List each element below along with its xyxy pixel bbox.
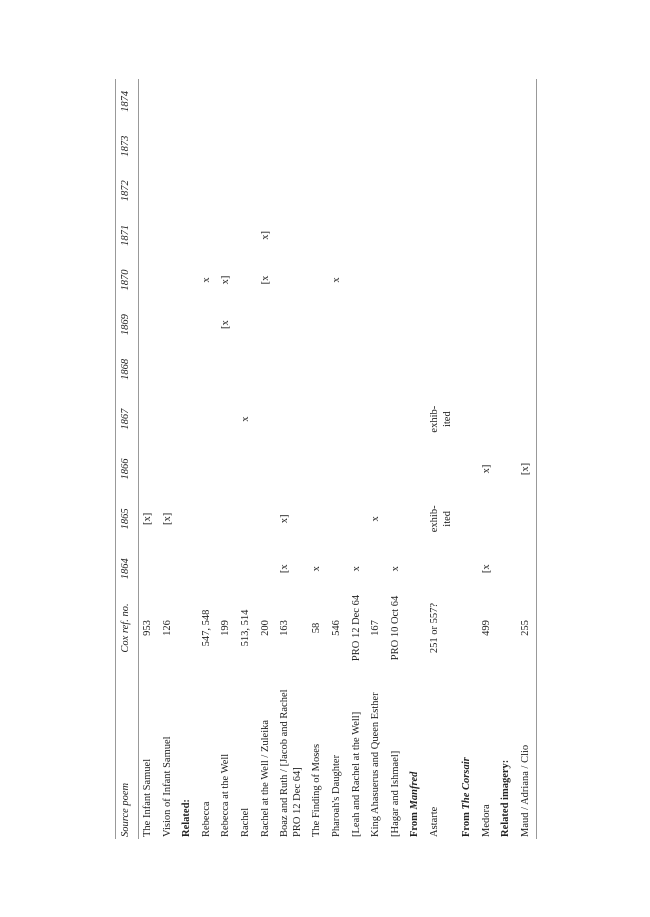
year-cell-1865: [x] (142, 512, 154, 525)
source-poem-cell: [Hagar and Ishmael] (389, 750, 401, 837)
cox-ref-cell: 546 (331, 619, 343, 636)
year-cell-1864 (516, 546, 536, 591)
year-cell-1868 (276, 346, 308, 391)
col-year-1874: 1874 (116, 79, 139, 124)
year-cell-1871 (426, 213, 458, 258)
year-cell-1874 (386, 79, 406, 124)
year-cell-1867 (516, 391, 536, 446)
year-cell-1868 (367, 346, 387, 391)
year-cell-1866: [x] (516, 446, 536, 491)
table-row (386, 79, 406, 839)
year-cell-1865 (217, 491, 237, 546)
year-cell-1872 (367, 168, 387, 213)
source-poem-cell: Maud / Adriana / Clio (516, 665, 536, 839)
cox-ref-cell: PRO 12 Dec 64 (350, 594, 362, 661)
year-cell-1864 (158, 546, 178, 591)
year-cell-1864 (138, 546, 158, 591)
year-cell-1867 (386, 391, 406, 446)
cox-ref-cell: 499 (480, 619, 492, 636)
year-cell-1864: x (350, 565, 362, 571)
year-cell-1869: [x (220, 319, 232, 329)
source-poem-cell: Rachel at the Well / Zuleika (259, 719, 271, 837)
year-cell-1869 (367, 302, 387, 347)
year-cell-1870 (386, 257, 406, 302)
year-cell-1865 (237, 491, 257, 546)
year-cell-1874 (276, 79, 308, 124)
year-cell-1871 (217, 213, 237, 258)
year-cell-1871 (138, 213, 158, 258)
year-cell-1871 (516, 213, 536, 258)
year-cell-1869 (328, 302, 348, 347)
col-year-1868: 1868 (116, 346, 139, 391)
year-cell-1864 (237, 546, 257, 591)
col-year-1864: 1864 (116, 546, 139, 591)
year-cell-1872 (516, 168, 536, 213)
year-cell-1868 (217, 346, 237, 391)
year-cell-1874 (158, 79, 178, 124)
year-cell-1869 (276, 302, 308, 347)
cox-ref-cell: 251 or 557? (429, 602, 440, 653)
year-cell-1867 (276, 391, 308, 446)
year-cell-1874 (138, 79, 158, 124)
year-cell-1867 (197, 391, 217, 446)
rotated-page (115, 79, 535, 839)
col-year-1871: 1871 (116, 213, 139, 258)
year-cell-1867 (138, 391, 158, 446)
year-cell-1873 (308, 123, 328, 168)
year-cell-1873 (276, 123, 308, 168)
year-cell-1872 (276, 168, 308, 213)
year-cell-1868 (426, 346, 458, 391)
section-label-title: Manfred (409, 771, 421, 809)
year-cell-1871 (197, 213, 217, 258)
year-cell-1870 (426, 257, 458, 302)
year-cell-1866 (197, 446, 217, 491)
year-cell-1868 (516, 346, 536, 391)
cox-ref-cell: 58 (311, 622, 323, 633)
table-row (328, 79, 348, 839)
year-cell-1865 (386, 491, 406, 546)
section-label: Related imagery: (500, 759, 512, 837)
year-cell-1871 (158, 213, 178, 258)
year-cell-1868 (256, 346, 276, 391)
year-cell-1874 (217, 79, 237, 124)
year-cell-1873 (516, 123, 536, 168)
year-cell-1868 (197, 346, 217, 391)
cox-ref-cell: 199 (220, 619, 232, 636)
year-cell-1874 (237, 79, 257, 124)
cox-ref-cell: 200 (259, 619, 271, 636)
year-cell-1868 (158, 346, 178, 391)
year-cell-1868 (386, 346, 406, 391)
source-poem-cell: Pharoah's Daughter (331, 754, 343, 837)
year-cell-1867 (308, 391, 328, 446)
year-cell-1871 (237, 213, 257, 258)
year-cell-1869 (308, 302, 328, 347)
section-label (406, 79, 426, 839)
year-cell-1870 (347, 257, 367, 302)
year-cell-1872 (328, 168, 348, 213)
year-cell-1868 (477, 346, 497, 391)
col-source-poem: Source poem (116, 665, 139, 839)
year-cell-1868 (328, 346, 348, 391)
year-cell-1870 (308, 257, 328, 302)
year-cell-1866 (347, 446, 367, 491)
year-cell-1871 (328, 213, 348, 258)
year-cell-1865: exhib- ited (429, 504, 453, 532)
year-cell-1866 (158, 446, 178, 491)
year-cell-1872 (386, 168, 406, 213)
year-cell-1869 (138, 302, 158, 347)
year-cell-1869 (386, 302, 406, 347)
table-row (237, 79, 257, 839)
year-cell-1869 (158, 302, 178, 347)
cox-ref-cell: 255 (516, 591, 536, 665)
year-cell-1872 (197, 168, 217, 213)
year-cell-1865 (308, 491, 328, 546)
year-cell-1873 (386, 123, 406, 168)
table-body (138, 79, 536, 839)
year-cell-1867 (256, 391, 276, 446)
year-cell-1873 (217, 123, 237, 168)
exhibition-table (115, 79, 537, 839)
year-cell-1865: x] (279, 513, 291, 523)
year-cell-1870 (516, 257, 536, 302)
source-poem-cell: Vision of Infant Samuel (161, 735, 173, 837)
year-cell-1871 (308, 213, 328, 258)
year-cell-1873 (256, 123, 276, 168)
year-cell-1869 (477, 302, 497, 347)
year-cell-1871 (367, 213, 387, 258)
year-cell-1866 (426, 446, 458, 491)
year-cell-1865 (516, 491, 536, 546)
section-row (497, 79, 517, 839)
source-poem-cell: King Ahasuerus and Queen Esther (370, 691, 382, 837)
col-cox-ref: Cox ref. no. (116, 591, 139, 665)
year-cell-1872 (158, 168, 178, 213)
source-poem-cell: Astarte (429, 806, 440, 837)
source-poem-cell: The Infant Samuel (142, 758, 154, 837)
col-year-1870: 1870 (116, 257, 139, 302)
year-cell-1869 (197, 302, 217, 347)
year-cell-1873 (347, 123, 367, 168)
section-label: Related: (181, 798, 193, 837)
year-cell-1872 (138, 168, 158, 213)
source-poem-cell: Boaz and Ruth / [Jacob and Rachel PRO 12 Dec 64] (279, 688, 303, 837)
col-year-1872: 1872 (116, 168, 139, 213)
year-cell-1869 (237, 302, 257, 347)
year-cell-1866 (138, 446, 158, 491)
section-row (458, 79, 478, 839)
year-cell-1870 (158, 257, 178, 302)
year-cell-1874 (516, 79, 536, 124)
table-row (477, 79, 497, 839)
cox-ref-cell: 126 (161, 619, 173, 636)
year-cell-1867 (328, 391, 348, 446)
year-cell-1869 (347, 302, 367, 347)
year-cell-1864 (367, 546, 387, 591)
year-cell-1864: x (389, 565, 401, 571)
cox-ref-cell: 163 (279, 619, 291, 636)
table-row (347, 79, 367, 839)
source-poem-cell: Medora (480, 803, 492, 837)
year-cell-1873 (328, 123, 348, 168)
year-cell-1866: x] (480, 464, 492, 473)
cox-ref-cell: PRO 10 Oct 64 (389, 595, 401, 660)
year-cell-1874 (426, 79, 458, 124)
year-cell-1868 (237, 346, 257, 391)
year-cell-1868 (347, 346, 367, 391)
year-cell-1867 (158, 391, 178, 446)
year-cell-1874 (256, 79, 276, 124)
year-cell-1864 (256, 546, 276, 591)
year-cell-1867 (347, 391, 367, 446)
year-cell-1866 (328, 446, 348, 491)
section-label-prefix: From (461, 808, 473, 837)
year-cell-1874 (477, 79, 497, 124)
year-cell-1873 (367, 123, 387, 168)
table-row (308, 79, 328, 839)
header-row (116, 79, 139, 839)
year-cell-1873 (426, 123, 458, 168)
year-cell-1870 (138, 257, 158, 302)
year-cell-1871 (477, 213, 497, 258)
section-row (178, 79, 198, 839)
year-cell-1874 (367, 79, 387, 124)
year-cell-1868 (308, 346, 328, 391)
year-cell-1867 (217, 391, 237, 446)
year-cell-1867: exhib- ited (429, 405, 453, 433)
table-row (158, 79, 178, 839)
table-row (197, 79, 217, 839)
source-poem-cell: The Finding of Moses (311, 743, 323, 837)
year-cell-1871 (386, 213, 406, 258)
col-year-1869: 1869 (116, 302, 139, 347)
year-cell-1864 (426, 546, 458, 591)
year-cell-1865 (197, 491, 217, 546)
year-cell-1873 (158, 123, 178, 168)
col-year-1873: 1873 (116, 123, 139, 168)
year-cell-1864: [x (279, 563, 291, 573)
year-cell-1864 (328, 546, 348, 591)
cox-ref-cell: 953 (142, 619, 154, 636)
year-cell-1866 (276, 446, 308, 491)
year-cell-1872 (308, 168, 328, 213)
section-label (458, 79, 478, 839)
year-cell-1873 (477, 123, 497, 168)
cox-ref-cell: 513, 514 (240, 609, 252, 646)
year-cell-1870 (367, 257, 387, 302)
year-cell-1867 (367, 391, 387, 446)
year-cell-1865: x (370, 515, 382, 521)
source-poem-cell: Rebecca at the Well (220, 753, 232, 837)
year-cell-1870 (276, 257, 308, 302)
year-cell-1865 (347, 491, 367, 546)
section-row (406, 79, 426, 839)
table-row (217, 79, 237, 839)
year-cell-1870 (477, 257, 497, 302)
col-year-1866: 1866 (116, 446, 139, 491)
year-cell-1867 (477, 391, 497, 446)
year-cell-1874 (347, 79, 367, 124)
year-cell-1865 (256, 491, 276, 546)
table-row (367, 79, 387, 839)
year-cell-1870 (237, 257, 257, 302)
year-cell-1874 (328, 79, 348, 124)
year-cell-1870: x (200, 276, 212, 283)
year-cell-1864 (197, 546, 217, 591)
year-cell-1869 (516, 302, 536, 347)
source-poem-cell: Rebecca (200, 800, 212, 837)
source-poem-cell: [Leah and Rachel at the Well] (350, 711, 362, 837)
year-cell-1864 (217, 546, 237, 591)
year-cell-1872 (347, 168, 367, 213)
year-cell-1864: [x (480, 563, 492, 573)
section-label-prefix: From (409, 808, 421, 837)
year-cell-1872 (477, 168, 497, 213)
year-cell-1869 (426, 302, 458, 347)
year-cell-1865 (328, 491, 348, 546)
year-cell-1866 (237, 446, 257, 491)
year-cell-1870: x (331, 276, 343, 283)
table-row (516, 79, 536, 839)
year-cell-1870: x] (220, 275, 232, 284)
year-cell-1866 (308, 446, 328, 491)
year-cell-1865 (477, 491, 497, 546)
year-cell-1866 (386, 446, 406, 491)
year-cell-1874 (197, 79, 217, 124)
year-cell-1871: x] (259, 230, 271, 240)
year-cell-1871 (347, 213, 367, 258)
table-row (138, 79, 158, 839)
year-cell-1870: [x (259, 275, 271, 284)
col-year-1867: 1867 (116, 391, 139, 446)
year-cell-1873 (197, 123, 217, 168)
year-cell-1873 (237, 123, 257, 168)
table-row (256, 79, 276, 839)
col-year-1865: 1865 (116, 491, 139, 546)
year-cell-1866 (367, 446, 387, 491)
source-poem-cell: Rachel (240, 807, 252, 837)
year-cell-1868 (138, 346, 158, 391)
table-row (426, 79, 458, 839)
year-cell-1865: [x] (161, 512, 173, 525)
year-cell-1872 (237, 168, 257, 213)
year-cell-1872 (426, 168, 458, 213)
year-cell-1864: x (311, 565, 323, 571)
year-cell-1874 (308, 79, 328, 124)
year-cell-1869 (256, 302, 276, 347)
year-cell-1873 (138, 123, 158, 168)
year-cell-1872 (256, 168, 276, 213)
section-label-title: The Corsair (461, 756, 473, 809)
table-row (276, 79, 308, 839)
cox-ref-cell: 167 (370, 619, 382, 636)
year-cell-1872 (217, 168, 237, 213)
cox-ref-cell: 547, 548 (200, 609, 212, 646)
year-cell-1867: x (240, 416, 252, 422)
year-cell-1871 (276, 213, 308, 258)
year-cell-1866 (256, 446, 276, 491)
year-cell-1866 (217, 446, 237, 491)
